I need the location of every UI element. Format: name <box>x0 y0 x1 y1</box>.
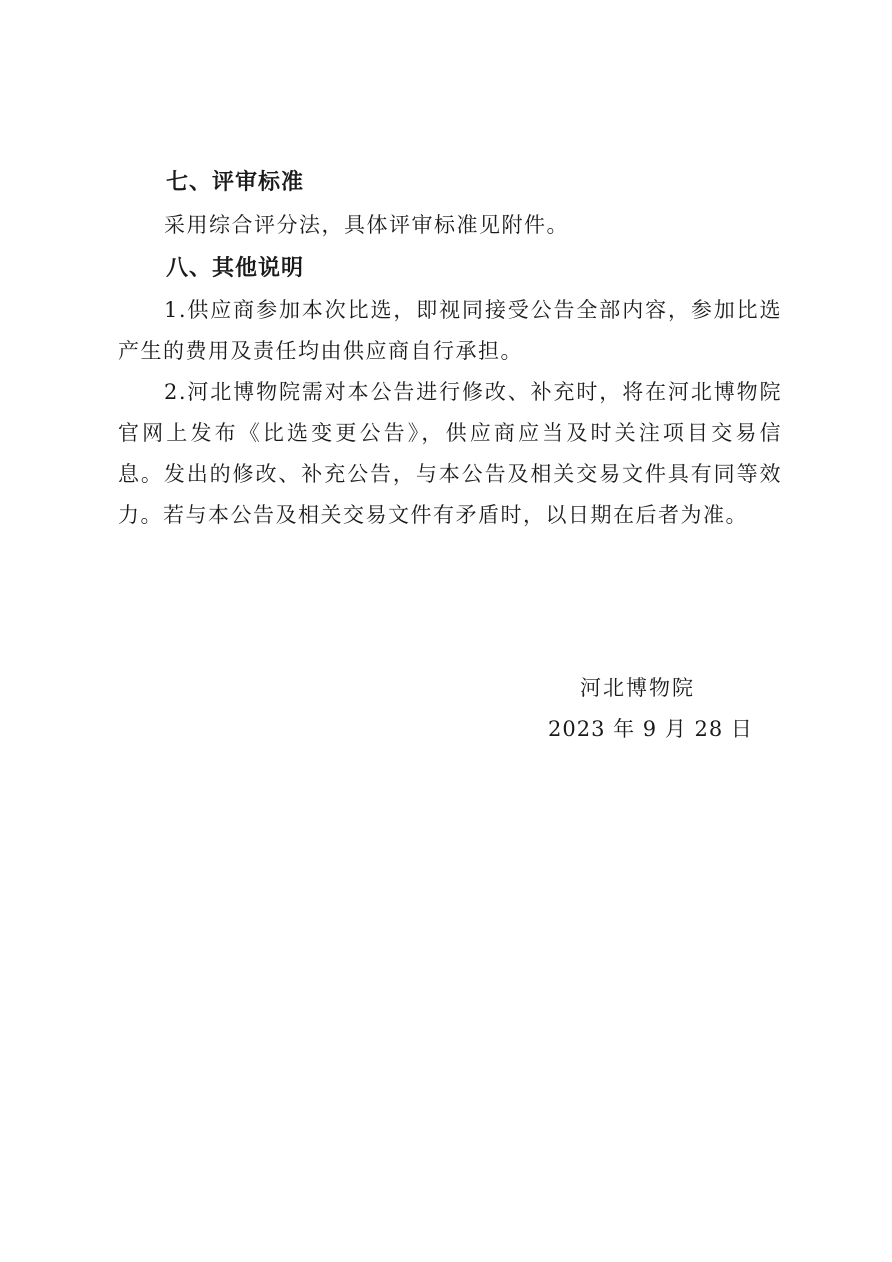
section-8-item-1: 1.供应商参加本次比选，即视同接受公告全部内容，参加比选产生的费用及责任均由供应商自行承担。 <box>118 298 782 363</box>
signature-organization: 河北博物院 <box>580 676 695 700</box>
section-7-body: 采用综合评分法，具体评审标准见附件。 <box>164 213 569 237</box>
signature-date: 2023 年 9 月 28 日 <box>548 717 753 741</box>
section-7-heading: 七、评审标准 <box>166 170 305 195</box>
section-8-item-2: 2.河北博物院需对本公告进行修改、补充时，将在河北博物院官网上发布《比选变更公告》，供应商应当及时关注项目交易信息。发出的修改、补充公告，与本公告及相关交易文件具有同等效力。若与本公告及相关交易文件有矛盾时，以日期在后者为准。 <box>118 380 782 527</box>
section-8-heading: 八、其他说明 <box>166 256 305 281</box>
